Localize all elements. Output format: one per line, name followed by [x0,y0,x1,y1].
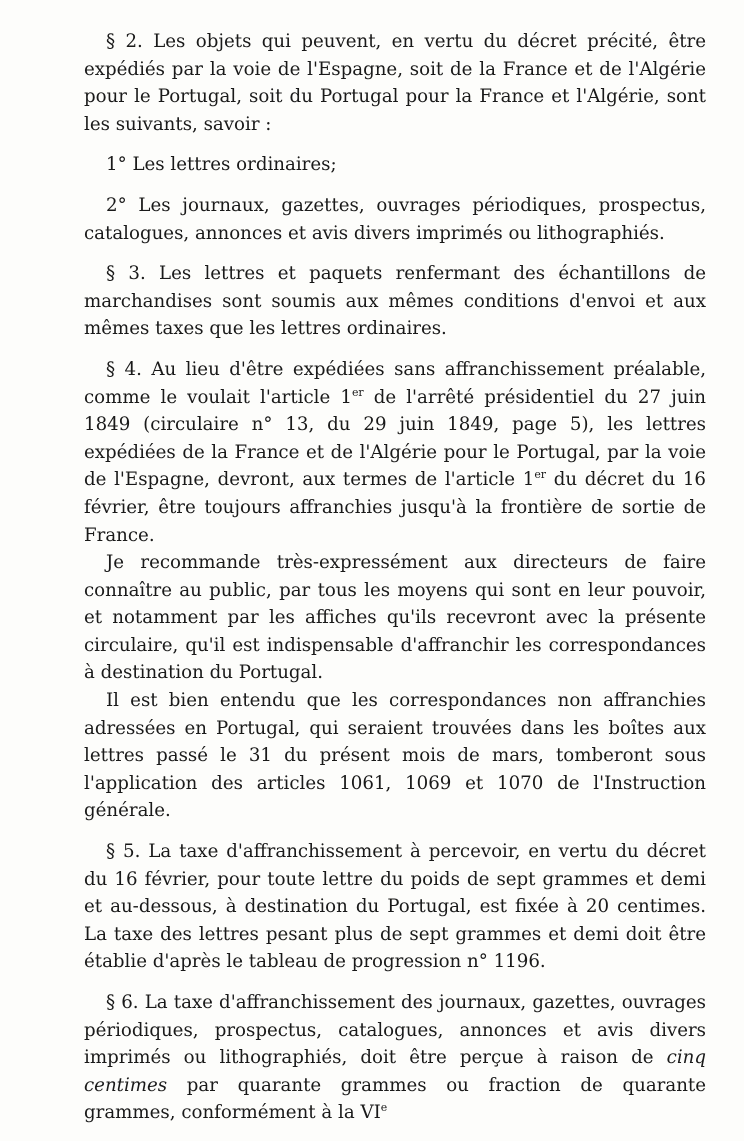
section-4-paragraph-3: Il est bien entendu que les correspondances non affranchies adressées en Portugal, qui seraient trouvées dans les boîtes aux lettres passé le 31 du présent mois de mars, tomberont sous l'application des articles 1061, 1069 et 1070 de l'Instruction générale. [84,690,706,822]
section-6-text-b: par quarante grammes ou fraction de quarante grammes, conformément à la VI [84,1074,706,1124]
section-6-sup: e [380,1101,388,1115]
section-3-paragraph [84,260,706,343]
section-5-paragraph [84,838,706,976]
section-4-text-b: de l'arrêté présidentiel du 27 juin 1849 (circulaire n° 13, du 29 juin 1849, page 5), les lettres expédiées de la France et de l'Algérie pour le Portugal, par la voie de l'Espagne, devront, aux termes de l'article 1 [84,386,707,491]
document-body [84,28,706,1127]
section-2-text: Les objets qui peuvent, en vertu du décret précité, être expédiés par la voie de l'Espagne, soit de la France et de l'Algérie pour le Portugal, soit du Portugal pour la France et l'Algérie, sont les suivants, savoir : [84,31,706,135]
section-6-paragraph [84,989,706,1127]
section-2-item-1: 1° Les lettres ordinaires; [106,154,337,176]
section-3-text: Les lettres et paquets renfermant des échantillons de marchandises sont soumis aux mêmes conditions d'envoi et aux mêmes taxes que les lettres ordinaires. [84,263,706,340]
section-5-text: La taxe d'affranchissement à percevoir, en vertu du décret du 16 février, pour toute lettre du poids de sept grammes et demi et au-dessous, à destination du Portugal, est fixée à 20 centimes. La taxe des lettres pesant plus de sept grammes et demi doit être établie d'après le tableau de progression n° 1196. [84,841,706,973]
section-6-italic: cinq centimes [84,1047,706,1096]
section-3-mark: § 3. [106,263,146,285]
section-4-paragraph [84,356,706,549]
section-4-sup-b: er [534,468,547,482]
section-2-item-2: 2° Les journaux, gazettes, ouvrages périodiques, prospectus, catalogues, annonces et avis divers imprimés ou lithographiés. [84,194,706,244]
section-4-mark: § 4. [106,358,142,380]
section-4-sup-a: er [351,385,364,399]
section-2-mark: § 2. [106,31,143,52]
section-5-mark: § 5. [106,841,141,863]
section-4-paragraph-2: Je recommande très-expressément aux directeurs de faire connaître au public, par tous les moyens qui sont en leur pouvoir, et notamment par les affiches qu'ils recevront avec la présente circulaire, qu'il est indispensable d'affranchir les correspondances à destination du Portugal. [84,552,706,684]
section-4-text-a: Au lieu d'être expédiées sans affranchissement préalable, comme le voulait l'article 1 [84,358,706,408]
section-6-mark: § 6. [106,992,139,1013]
section-6-text-a: La taxe d'affranchissement des journaux, gazettes, ouvrages périodiques, prospectus, catalogues, annonces et avis divers imprimés ou lithographiés, doit être perçue à raison de [84,992,706,1069]
section-4-text-c: du décret du 16 février, être toujours affranchies jusqu'à la frontière de sortie de France. [84,469,706,546]
section-2-paragraph [84,28,706,138]
